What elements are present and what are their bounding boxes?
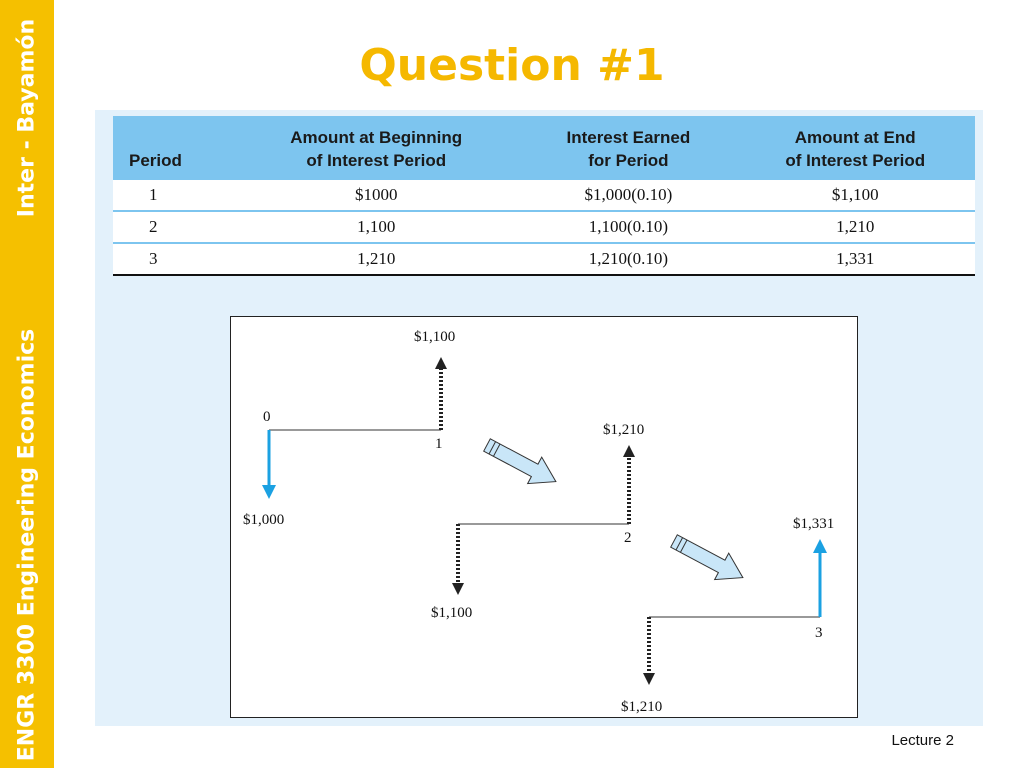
reinvest-flow-arrow-2 (667, 528, 750, 591)
cell-amount-beginning: 1,210 (231, 243, 521, 275)
sidebar-campus-text: Inter - Bayamón (14, 18, 40, 218)
table-row (113, 243, 975, 275)
period-label-3: 3 (815, 625, 823, 641)
cell-period: 3 (113, 243, 231, 275)
period-label-2: 2 (624, 530, 632, 546)
table-row (113, 180, 975, 211)
slide-title: Question #1 (359, 40, 665, 91)
reinvest-flow-arrow-1 (480, 432, 563, 495)
cell-interest-earned: 1,210(0.10) (521, 243, 735, 275)
slide-footer: Lecture 2 (891, 732, 954, 749)
cell-amount-beginning: 1,100 (231, 211, 521, 243)
content-panel (95, 110, 983, 726)
period-label-1: 1 (435, 436, 443, 452)
receipt-arrow-1 (435, 357, 447, 430)
header-amount-end: Amount at End of Interest Period (735, 116, 975, 180)
period1-receipt-label: $1,100 (414, 329, 456, 345)
sidebar-course-text: ENGR 3300 Engineering Economics (14, 328, 40, 762)
period1-reinvest-label: $1,100 (431, 605, 473, 621)
final-receipt-label: $1,331 (793, 516, 835, 532)
cell-interest-earned: 1,100(0.10) (521, 211, 735, 243)
cell-amount-end: $1,100 (735, 180, 975, 211)
sidebar (0, 0, 54, 768)
table-row (113, 211, 975, 243)
cell-amount-end: 1,210 (735, 211, 975, 243)
final-receipt-arrow (813, 539, 827, 617)
cell-interest-earned: $1,000(0.10) (521, 180, 735, 211)
period2-receipt-label: $1,210 (603, 422, 645, 438)
reinvest-arrow-1 (452, 524, 464, 595)
header-amount-beginning: Amount at Beginning of Interest Period (231, 116, 521, 180)
cell-amount-beginning: $1000 (231, 180, 521, 211)
initial-outflow-label: $1,000 (243, 512, 285, 528)
table-header-row (113, 116, 975, 180)
period-label-0: 0 (263, 409, 271, 425)
receipt-arrow-2 (623, 445, 635, 524)
period2-reinvest-label: $1,210 (621, 699, 663, 715)
cash-flow-svg (231, 317, 857, 717)
interest-table (113, 116, 975, 276)
header-interest-earned: Interest Earned for Period (521, 116, 735, 180)
outflow-arrow-0 (262, 430, 276, 499)
reinvest-arrow-2 (643, 617, 655, 685)
cell-period: 1 (113, 180, 231, 211)
cell-period: 2 (113, 211, 231, 243)
cell-amount-end: 1,331 (735, 243, 975, 275)
header-period: Period (113, 116, 231, 180)
cash-flow-diagram (230, 316, 858, 718)
